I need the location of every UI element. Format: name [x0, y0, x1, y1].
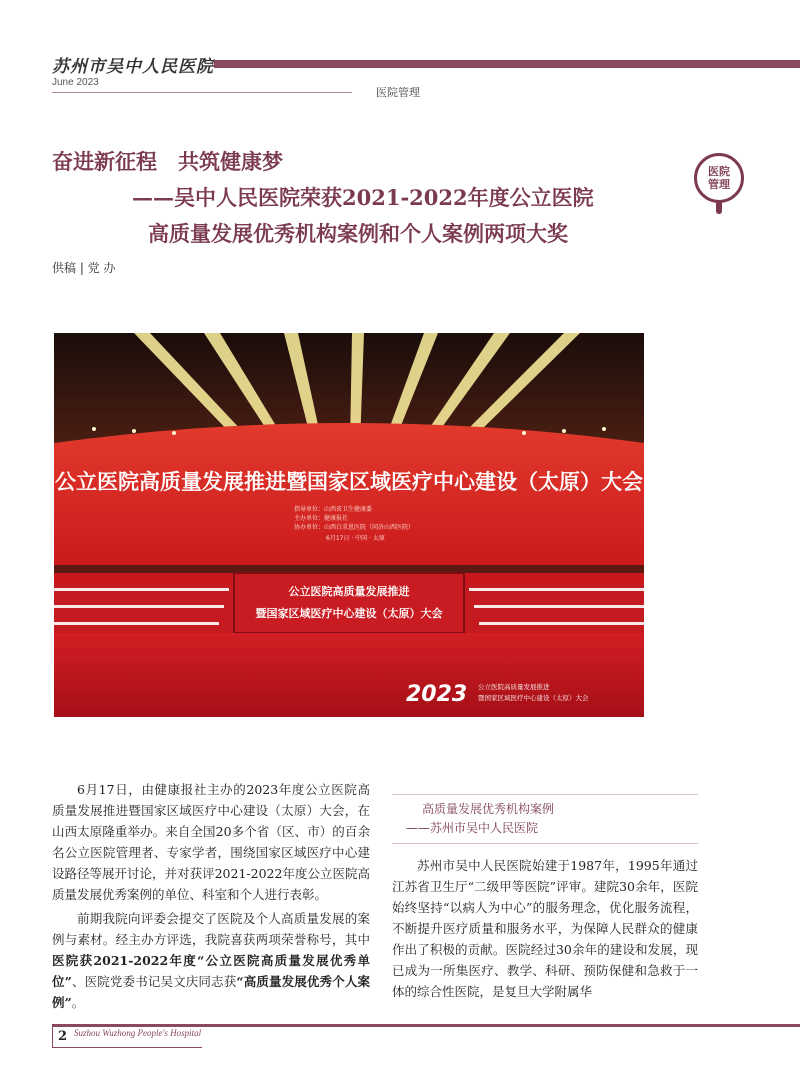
conference-photo: [54, 333, 644, 717]
body-paragraph-2: [52, 908, 370, 1013]
podium-line-1: 公立医院高质量发展推进: [288, 585, 410, 598]
masthead: 苏州市吴中人民医院: [52, 57, 214, 77]
section-name: 医院管理: [376, 86, 420, 99]
badge-line-1: 医院: [708, 165, 730, 178]
footer-rule: [52, 1047, 202, 1048]
logo-line-2: 暨国家区域医疗中心建设（太原）大会: [478, 694, 589, 702]
issue-date: June 2023: [52, 77, 99, 88]
p2-bold-1: 医院获2021-2022年度“公立医院高质量发展优秀单位”: [52, 953, 370, 989]
body-paragraph-1: 6月17日，由健康报社主办的2023年度公立医院高质量发展推进暨国家区域医疗中心建设（太原）大会，在山西太原隆重举办。来自全国20多个省（区、市）的百余名公立医院管理者、专家学者，围绕国家区域医疗中心建设路径等展开讨论，并对获评2021-2022年度公立医院高质量发展优秀案例的单位、科室和个人进行表彰。: [52, 782, 370, 902]
banner-sub-3: 协办单位：山西白求恩医院（同济山西医院）: [294, 524, 415, 531]
badge-circle: [694, 153, 744, 203]
p2-text-2: 、医院党委书记吴文庆同志获: [71, 974, 237, 989]
banner-date: 6月17日 · 中国 · 太原: [326, 535, 385, 542]
header-rule: [52, 92, 352, 93]
sidebar-rule-bottom: [392, 843, 698, 844]
sidebar-heading: [392, 800, 698, 838]
body-left-column: [52, 779, 370, 1016]
badge-line-2: 管理: [708, 178, 730, 191]
p2-text-3: 。: [71, 995, 85, 1010]
podium-line-2: 暨国家区域医疗中心建设（太原）大会: [255, 607, 443, 620]
footer-bar: [52, 1024, 800, 1027]
conference-photo-illustration: [54, 333, 644, 717]
body-right-paragraph-1: 苏州市吴中人民医院始建于1987年，1995年通过江苏省卫生厅“二级甲等医院”评审。建院30余年，医院始终坚持“以病人为中心”的服务理念，优化服务流程，不断提升医疗质量和服务水平，为保障人民群众的健康作出了积极的贡献。医院经过30余年的建设和发展，现已成为一所集医疗、教学、科研、预防保健和急救于一体的综合性医院，是复旦大学附属华: [392, 858, 698, 999]
body-right-column: [392, 855, 698, 1002]
p2-bold-2: “高质量发展优秀个人案例”: [52, 974, 370, 1010]
title-line-1: 奋进新征程 共筑健康梦: [52, 149, 283, 174]
masthead-bar: [214, 60, 800, 68]
sidebar-rule-top: [392, 794, 698, 795]
footer-publication: Suzhou Wuzhong People's Hospital: [74, 1028, 202, 1038]
p2-text-1: 前期我院向评委会提交了医院及个人高质量发展的案例与素材。经主办方评选，我院喜获两项荣誉称号，其中: [52, 911, 370, 947]
banner-title: 公立医院高质量发展推进暨国家区域医疗中心建设（太原）大会: [55, 470, 643, 494]
banner-sub-1: 指导单位：山西省卫生健康委: [294, 506, 373, 513]
title-line-2: ——吴中人民医院荣获2021-2022年度公立医院: [132, 185, 594, 210]
sidebar-heading-line-1: 高质量发展优秀机构案例: [422, 802, 555, 816]
section-badge: [694, 153, 744, 217]
byline: 供稿 | 党 办: [52, 261, 116, 275]
article-title: [52, 146, 692, 248]
sidebar-heading-line-2: ——苏州市吴中人民医院: [406, 821, 539, 835]
page-number: 2: [52, 1027, 70, 1047]
logo-line-1: 公立医院高质量发展推进: [478, 683, 550, 691]
banner-sub-2: 主办单位：健康报社: [294, 515, 349, 522]
logo-year: 2023: [406, 682, 468, 707]
badge-stem: [716, 202, 722, 214]
title-line-3: 高质量发展优秀机构案例和个人案例两项大奖: [148, 221, 568, 246]
